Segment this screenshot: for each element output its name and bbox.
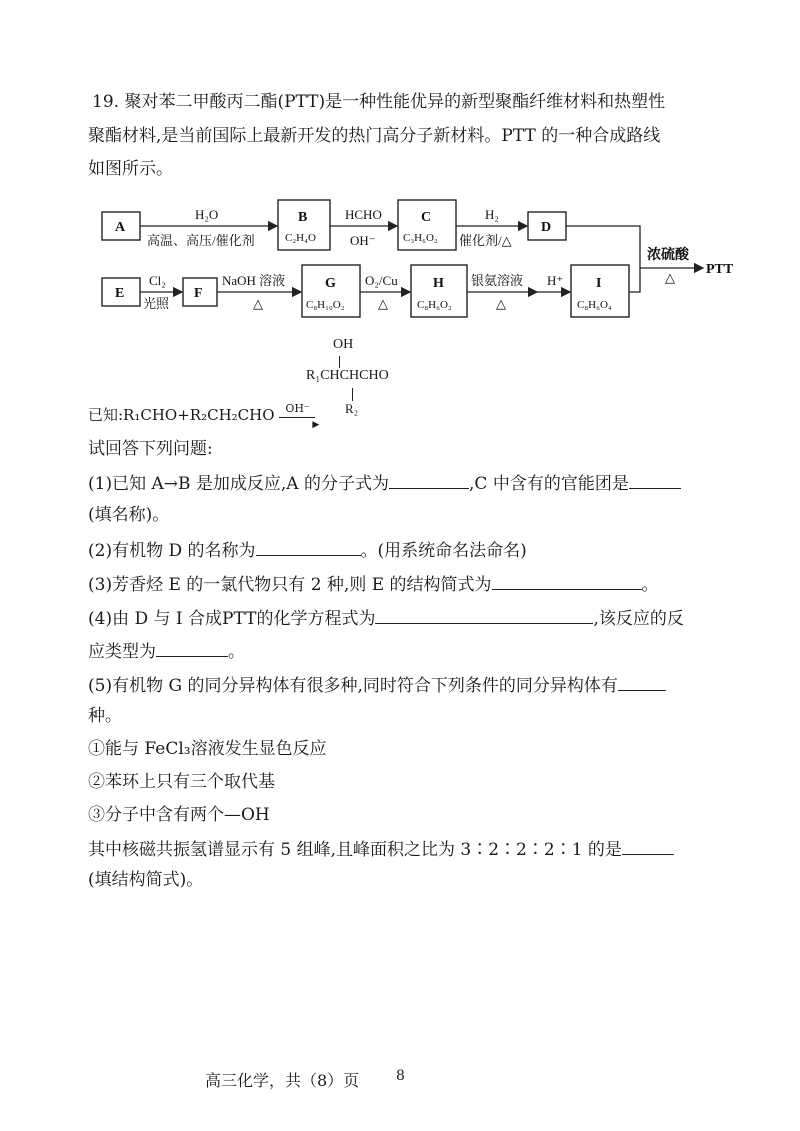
known-structure: R₁CHCHCHO — [306, 368, 389, 383]
reagent-3-top: H₂ — [485, 207, 499, 222]
reagent-5-bottom: △ — [253, 296, 263, 311]
q3-text-b: 。 — [641, 575, 659, 595]
answer-blank-6[interactable] — [156, 638, 228, 657]
known-arrow-label: OH⁻ — [285, 402, 310, 415]
question-line-3: 如图所示。 — [88, 159, 173, 179]
reagent-6-bottom: △ — [378, 296, 388, 311]
known-oh: OH — [333, 337, 354, 352]
page-footer: 高三化学，共（8）页 — [205, 1071, 360, 1090]
question-line-2: 聚酯材料,是当前国际上最新开发的热门高分子新材料。PTT 的一种合成路线 — [88, 126, 661, 146]
condition-3: ③分子中含有两个—OH — [88, 805, 270, 825]
condition-2: ②苯环上只有三个取代基 — [88, 772, 275, 792]
answer-blank-4[interactable] — [492, 571, 642, 590]
q6-text-a: 其中核磁共振氢谱显示有 5 组峰,且峰面积之比为 3∶2∶2∶2∶1 的是 — [88, 840, 622, 860]
q5-line-2: 种。 — [88, 706, 122, 726]
reagent-7-top: 银氨溶液 — [471, 273, 524, 288]
reagent-5-top: NaOH 溶液 — [222, 273, 286, 288]
q4-line-2 — [88, 638, 245, 664]
label-g: G — [325, 276, 336, 291]
reagent-4-top: Cl₂ — [149, 273, 166, 288]
q4-text-c: 应类型为 — [88, 642, 156, 662]
answer-blank-3[interactable] — [256, 537, 361, 556]
formula-i: C₈H₆O₄ — [577, 299, 612, 311]
formula-b: C₂H₄O — [285, 232, 316, 244]
q5-text-a: (5)有机物 G 的同分异构体有很多种,同时符合下列条件的同分异构体有 — [88, 676, 618, 696]
reagent-9-bottom: △ — [665, 270, 675, 285]
reagent-7-bottom: △ — [496, 296, 506, 311]
formula-g: C₈H₁₀O₂ — [306, 299, 345, 311]
label-i: I — [596, 276, 602, 291]
known-reaction: 已知:R₁CHO+R₂CH₂CHO OH⁻ ▶ — [88, 403, 321, 427]
answer-blank-7[interactable] — [618, 672, 666, 691]
formula-c: C₃H₆O₂ — [403, 232, 438, 244]
q2-line — [88, 537, 527, 563]
reagent-3-bottom: 催化剂/△ — [459, 233, 512, 248]
formula-h: C₈H₆O₂ — [417, 299, 452, 311]
q1-line-2: (填名称)。 — [88, 505, 170, 525]
label-f: F — [194, 286, 203, 301]
label-c: C — [421, 210, 432, 225]
reagent-2-bottom: OH⁻ — [350, 233, 376, 248]
reagent-2-top: HCHO — [345, 207, 382, 222]
known-arrow — [279, 417, 315, 418]
label-d: D — [541, 220, 552, 235]
reagent-8-top: H⁺ — [547, 273, 564, 288]
q4-text-b: ,该反应的反 — [593, 609, 684, 629]
q6-line — [88, 836, 674, 862]
label-e: E — [115, 286, 125, 301]
q3-text-a: (3)芳香烃 E 的一氯代物只有 2 种,则 E 的结构简式为 — [88, 575, 492, 595]
q2-text-b: 。(用系统命名法命名) — [360, 541, 527, 561]
answer-blank-8[interactable] — [622, 836, 674, 855]
known-reactants: 已知:R₁CHO+R₂CH₂CHO — [88, 406, 275, 424]
answer-blank-2[interactable] — [629, 470, 681, 489]
q1-text-b: ,C 中含有的官能团是 — [469, 474, 629, 494]
label-b: B — [298, 210, 308, 225]
reagent-6-top: O₂/Cu — [365, 273, 398, 288]
q3-line — [88, 571, 659, 597]
reagent-9-top: 浓硫酸 — [647, 248, 689, 263]
reagent-1-top: H₂O — [195, 207, 219, 222]
q4-text-d: 。 — [228, 642, 245, 662]
condition-1: ①能与 FeCl₃溶液发生显色反应 — [88, 739, 327, 759]
page-number: 8 — [396, 1068, 405, 1084]
known-bond-bottom — [352, 388, 353, 401]
q5-line — [88, 672, 666, 698]
q1-line — [88, 470, 681, 496]
q2-text-a: (2)有机物 D 的名称为 — [88, 541, 256, 561]
known-bond-top — [339, 356, 340, 368]
reagent-1-bottom: 高温、高压/催化剂 — [147, 233, 255, 248]
label-a: A — [115, 220, 126, 235]
reagent-4-bottom: 光照 — [143, 296, 170, 311]
answer-blank-1[interactable] — [389, 470, 469, 489]
q4-line — [88, 605, 684, 631]
synthesis-scheme — [95, 195, 745, 325]
product-ptt: PTT — [706, 262, 734, 277]
q6-line-2: (填结构简式)。 — [88, 870, 204, 890]
q1-text-a: (1)已知 A→B 是加成反应,A 的分子式为 — [88, 474, 389, 494]
intro-line: 试回答下列问题: — [88, 439, 213, 459]
known-r2: R₂ — [345, 401, 359, 416]
answer-blank-5[interactable] — [375, 605, 593, 624]
question-line-1: 19. 聚对苯二甲酸丙二酯(PTT)是一种性能优异的新型聚酯纤维材料和热塑性 — [92, 92, 666, 112]
q4-text-a: (4)由 D 与 I 合成PTT的化学方程式为 — [88, 609, 376, 629]
label-h: H — [433, 276, 444, 291]
